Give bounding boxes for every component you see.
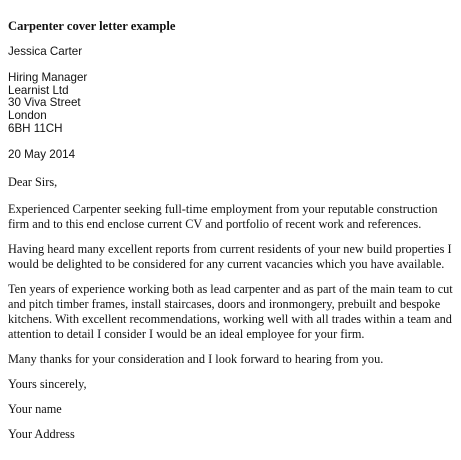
sender-name: Jessica Carter [8,45,83,58]
recipient-address [8,72,453,136]
signature-name: Your name [8,401,62,416]
recipient-line: Hiring Manager [8,70,88,84]
recipient-line: 30 Viva Street [8,96,81,110]
paragraph-intro: Experienced Carpenter seeking full-time employment from your reputable construction firm and to this end enclose current CV and portfolio of recent work and references. [8,201,438,231]
signature-address: Your Address [8,426,75,441]
recipient-line: Learnist Ltd [8,83,69,97]
closing: Yours sincerely, [8,376,87,391]
recipient-line: 6BH 11CH [8,121,63,135]
letter-title: Carpenter cover letter example [8,19,176,33]
paragraph-thanks: Many thanks for your consideration and I look forward to hearing from you. [8,351,384,366]
salutation: Dear Sirs, [8,174,58,189]
cover-letter [8,18,453,442]
recipient-line: London [8,109,47,123]
paragraph-experience: Ten years of experience working both as lead carpenter and as part of the main team to cut and pitch timber frames, install staircases, doors and ironmongery, prebuilt and bespoke kitchens. With excellent recommendations, working well with all trades within a team and attention to detail I consider I would be an ideal employee for your firm. [8,281,453,341]
letter-date: 20 May 2014 [8,147,76,161]
paragraph-interest: Having heard many excellent reports from current residents of your new build properties I would be delighted to be considered for any current vacancies which you have available. [8,241,452,271]
